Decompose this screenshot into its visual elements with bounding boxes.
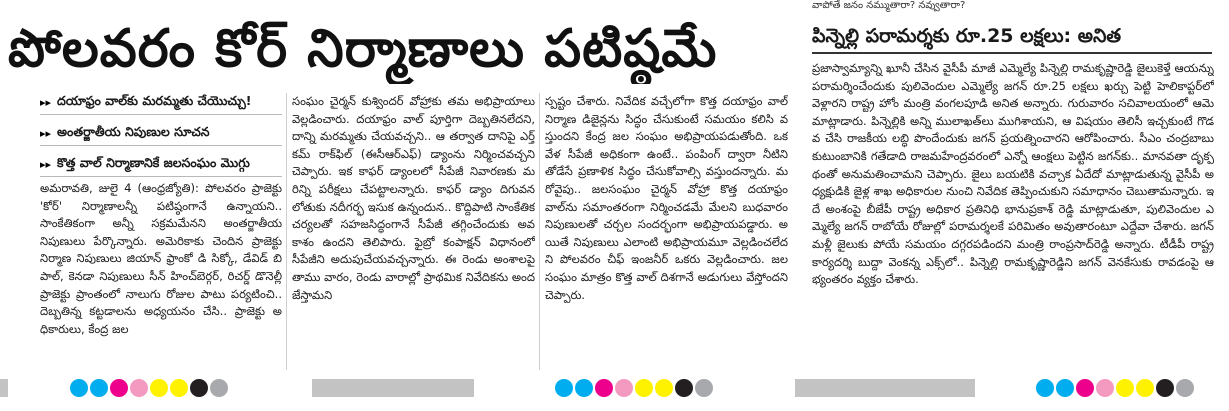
subheading-item bbox=[40, 90, 282, 115]
headline-rule bbox=[812, 52, 1212, 54]
registration-dot bbox=[110, 379, 128, 397]
article-headline: పిన్నెల్లి పరామర్శకు రూ.25 లక్షలు: అనిత bbox=[812, 25, 1122, 47]
print-registration-dots bbox=[1036, 378, 1196, 398]
registration-dot bbox=[1096, 379, 1114, 397]
registration-dot bbox=[130, 379, 148, 397]
registration-dot bbox=[1056, 379, 1074, 397]
registration-dot bbox=[1136, 379, 1154, 397]
registration-dot bbox=[675, 379, 693, 397]
article-body: ప్రజాస్వామ్యాన్ని ఖూనీ చేసిన వైసీపీ మాజీ ఎమ్మెల్యే పిన్నెల్లి రామకృష్ణారెడ్డి జైలుకెళ్తే ఆయన్ను పరామర్శించేందుకు పులివెందుల ఎమ్మెల్యే జగన్ రూ.25 లక్షలు ఖర్చు పెట్టి హెలికాప్టర్‌లో వెళ్లారని రాష్ట్ర హోం మంత్రి వంగలపూడి అనిత అన్నారు. గురువారం సచివాలయంలో ఆమె మాట్లాడారు. పిన్నెల్లికి అన్ని ములాఖత్‌లు ముగిశాయని, ఆ విషయం తెలిసీ ఇచ్చకుంటే గొడవ చేసి రాజకీయ లబ్ధి పొందేందుకు జగన్ ప్రయత్నించారని ఆరోపించారు. సీఎం చంద్రబాబు కుటుంబానికి గతేడాది రాజమహేంద్రవరంలో ఎన్నో ఆంక్షలు పెట్టిన జగన్‌కు.. మానవతా దృక్పథంతో అనుమతించామని చెప్పారు. జైలు బయటికి వచ్చాక ఏదేదో మాట్లాడుతున్న వైసీపీ అధ్యక్షుడికి జైళ్ల శాఖ అధికారుల నుంచి నివేదిక తెప్పించుకుని సమాధానం చెబుతామన్నారు. ఇదే అంశంపై బీజేపీ రాష్ట్ర అధికార ప్రతినిధి భానుప్రకాశ్ రెడ్డి మాట్లాడుతూ, పులివెందుల ఎమ్మెల్యే జగన్ రాబోయే రోజుల్లో పరామర్శలకే పరిమితం అవుతారంటూ ఎద్దేవా చేశారు. జగన్ మళ్లీ జైలుకు పోయే సమయం దగ్గరపడిందని మంత్రి రాంప్రసాద్‌రెడ్డి అన్నారు. టీడీపీ రాష్ట్ర కార్యదర్శి బుద్దా వెంకన్న ఎక్స్‌లో.. పిన్నెల్లి రామకృష్ణారెడ్డిని జగన్ వెనకేసుకు రావడంపై ఆభ్యంతరం వ్యక్తం చేశారు. bbox=[812, 61, 1214, 287]
print-registration-bar bbox=[312, 378, 474, 398]
registration-dot bbox=[190, 379, 208, 397]
grey-bar bbox=[0, 379, 8, 397]
grey-bar bbox=[312, 379, 474, 397]
subheading-list bbox=[40, 90, 282, 183]
registration-dot bbox=[655, 379, 673, 397]
registration-dot bbox=[70, 379, 88, 397]
double-chevron-icon: ▸▸ bbox=[40, 95, 52, 109]
registration-dot bbox=[150, 379, 168, 397]
article-headline: పోలవరం కోర్ నిర్మాణాలు పటిష్ఠమే bbox=[8, 19, 718, 79]
double-chevron-icon: ▸▸ bbox=[40, 126, 52, 140]
previous-article-tail: వాపోతే జనం నమ్ముతారా? నవ్వుతారా? bbox=[812, 0, 966, 11]
registration-dot bbox=[575, 379, 593, 397]
registration-dot bbox=[1156, 379, 1174, 397]
registration-dot bbox=[555, 379, 573, 397]
article-column-2: సంఘం చైర్మన్ కుశ్విందర్ వోహ్రాకు తమ అభిప్రాయాలు వెల్లడించారు. దయాఫ్రం వాల్ పూర్తిగా దెబ్బతినలేదని, దాన్ని మరమ్మతు చేయవచ్చని.. ఆ తర్వాత దానిపై ఎర్త్ కమ్ రాక్‌ఫిల్ (ఈసీఆర్‌ఎఫ్) డ్యాంను నిర్మించవచ్చని చెప్పారు. ఇక కాఫర్ డ్యాంలలో సీపేజీ నివారణకు మరిన్ని పరీక్షలు చేపట్టాలన్నారు. కాఫర్ డ్యాం దిగువన లోతుకు నదీగర్భ ఇసుక ఉన్నందున.. కొద్దిపాటి సాంకేతిక చర్యలతో సహజసిద్ధంగానే సీపేజీ తగ్గించేందుకు అవకాశం ఉందని తెలిపారు. ఫైబ్రో కంపాక్షన్ విధానంలో సీపేజీని అదుపుచేయవచ్చన్నారు. ఈ రెండు అంశాలపై తాము వారం, రెండు వారాల్లో ప్రాథమిక నివేదికను అందజేస్తామని bbox=[292, 94, 535, 302]
column-divider bbox=[286, 93, 287, 370]
pinnelli-article bbox=[800, 0, 1229, 375]
subheading-text: కొత్త వాల్ నిర్మాణానికే జలసంఘం మొగ్గు bbox=[57, 154, 250, 170]
subheading-item bbox=[40, 152, 282, 177]
registration-dot bbox=[635, 379, 653, 397]
registration-dot bbox=[695, 379, 713, 397]
subheading-text: దయాఫ్రం వాల్‌కు మరమ్మతు చేయొచ్చు! bbox=[57, 92, 252, 108]
article-column-3: స్పష్టం చేశారు. నివేదిక వచ్చేలోగా కొత్త దయాఫ్రం వాల్ నిర్మాణ డిజైన్లను సిద్ధం చేసుకుంటే సమయం కలిసి వస్తుందని కేంద్ర జల సంఘం అభిప్రాయపడుతోంది. ఒకవేళ సీపేజీ అధికంగా ఉంటే.. పంపింగ్ ద్వారా నీటిని తోడేసే ప్రణాళిక సిద్ధం చేసుకోవాల్సి వస్తుందన్నారు. మరోవైపు.. జలసంఘం చైర్మన్ వోహ్రా కొత్త దయాఫ్రం వాల్‌ను సమాంతరంగా నిర్మించడమే మేలని బుధవారం నిపుణులతో చర్చల సందర్భంగా అభిప్రాయపడ్డారు. అయితే నిపుణులు ఎలాంటి అభిప్రాయమూ వెల్లడించలేదని పోలవరం చీఫ్ ఇంజనీర్ ఒకరు వెల్లడించారు. జలసంఘం మాత్రం కొత్త వాల్ దిశగానే అడుగులు వేస్తోందని చెప్పారు. bbox=[545, 94, 788, 302]
registration-dot bbox=[1036, 379, 1054, 397]
print-registration-dots bbox=[555, 378, 715, 398]
subheading-text: అంతర్జాతీయ నిపుణుల సూచన bbox=[57, 123, 210, 139]
registration-dot bbox=[595, 379, 613, 397]
registration-dot bbox=[170, 379, 188, 397]
print-registration-bar bbox=[795, 378, 975, 398]
registration-dot bbox=[210, 379, 228, 397]
print-registration-bar bbox=[0, 378, 8, 398]
grey-bar bbox=[795, 379, 975, 397]
column-divider bbox=[539, 93, 540, 370]
registration-dot bbox=[1076, 379, 1094, 397]
registration-dot bbox=[1176, 379, 1194, 397]
registration-dot bbox=[90, 379, 108, 397]
print-registration-dots bbox=[70, 378, 230, 398]
registration-dot bbox=[615, 379, 633, 397]
registration-dot bbox=[1116, 379, 1134, 397]
double-chevron-icon: ▸▸ bbox=[40, 157, 52, 171]
subheading-item bbox=[40, 121, 282, 146]
article-column-1: అమరావతి, జులై 4 (ఆంధ్రజ్యోతి): పోలవరం ప్రాజెక్టు 'కోర్' నిర్మాణాలన్నీ పటిష్ఠంగానే ఉన్నాయని.. సాంకేతికంగా అన్నీ సక్రమమేనని అంతర్జాతీయ నిపుణులు పేర్కొన్నారు. అమెరికాకు చెందిన ప్రాజెక్టు నిర్మాణ నిపుణులు జియాన్ ఫ్రాంకో డి సిక్కో, డేవిడ్ బి పాల్, కెనడా నిపుణులు సీన్ హించ్‌బెర్గర్, రిచర్డ్ డొనెల్లీ ప్రాజెక్టు ప్రాంతంలో నాలుగు రోజుల పాటు పర్యటించి.. దెబ్బతిన్న కట్టడాలను అధ్యయనం చేసి.. ప్రాజెక్టు అధికారులు, కేంద్ర జల bbox=[40, 181, 282, 336]
